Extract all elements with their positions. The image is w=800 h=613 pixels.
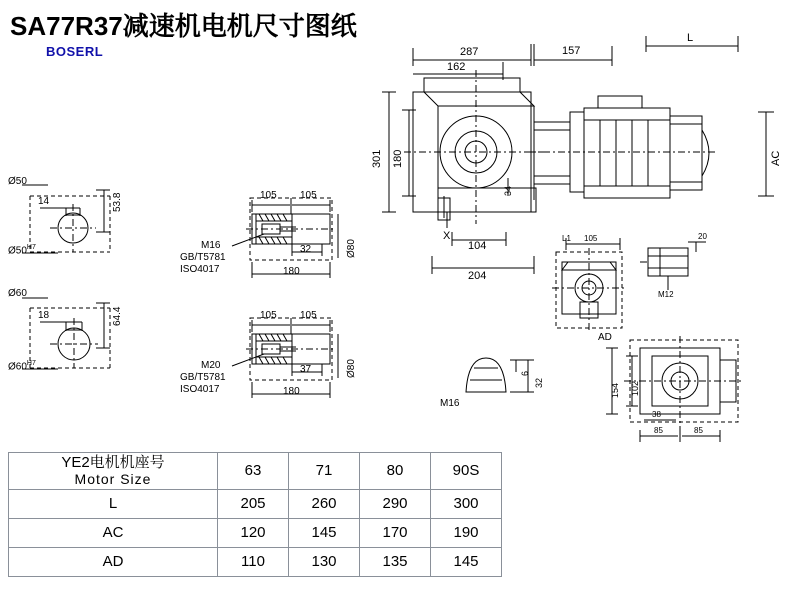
main-dim-162: 162 xyxy=(447,61,466,73)
table-cell: 170 xyxy=(360,518,431,547)
upper-detail-diameter: Ø80 xyxy=(346,239,357,258)
table-cell: 145 xyxy=(289,518,360,547)
table-cell: 260 xyxy=(289,489,360,518)
aux-label-AD: AD xyxy=(598,332,612,343)
table-row xyxy=(9,489,502,518)
main-dim-104: 104 xyxy=(468,240,487,252)
aux-dim-85-right: 85 xyxy=(694,426,703,435)
table-cell: 71 xyxy=(289,453,360,490)
shaft2-key-width-dim: 18 xyxy=(38,310,50,321)
table-cell: 300 xyxy=(431,489,502,518)
main-dim-L: L xyxy=(687,32,694,44)
table-cell: 90S xyxy=(431,453,502,490)
main-mark-X: X xyxy=(443,230,451,242)
bolt-detail-dim-6: 6 xyxy=(520,370,530,376)
aux-dim-102: 102 xyxy=(630,380,640,396)
table-cell: 110 xyxy=(218,547,289,576)
upper-detail-dim-right: 105 xyxy=(300,190,317,201)
main-dim-204: 204 xyxy=(468,270,487,282)
shaft1-bottom-dia-tol: H7 xyxy=(26,244,36,251)
bolt-detail-dim-32: 32 xyxy=(534,377,544,388)
upper-detail-standard-1: GB/T5781 xyxy=(180,252,226,263)
table-cell: 205 xyxy=(218,489,289,518)
table-cell: 135 xyxy=(360,547,431,576)
lower-detail-dim-left: 105 xyxy=(260,310,277,321)
aux-dim-154: 154 xyxy=(610,382,620,398)
main-dim-180: 180 xyxy=(392,149,404,168)
shaft2-height-dim: 64.4 xyxy=(112,306,123,326)
table-row xyxy=(9,453,502,490)
table-label-lat-0: Motor Size xyxy=(74,470,152,487)
lower-detail-standard-2: ISO4017 xyxy=(180,384,220,395)
table-row-label: L xyxy=(9,489,218,518)
upper-detail-standard-2: ISO4017 xyxy=(180,264,220,275)
table-cell: 190 xyxy=(431,518,502,547)
upper-detail-depth: 32 xyxy=(300,244,312,255)
upper-detail-thread: M16 xyxy=(201,240,221,251)
shaft2-bottom-dia-value: Ø60 xyxy=(8,361,27,373)
page-title: SA77R37减速机电机尺寸图纸 xyxy=(10,11,357,41)
table-row xyxy=(9,518,502,547)
shaft1-top-diameter-label: Ø50 xyxy=(8,176,27,187)
shaft1-key-width-dim: 14 xyxy=(38,196,50,207)
main-dim-34: 34 xyxy=(503,185,513,196)
aux-thread-M12: M12 xyxy=(658,290,674,299)
brand-logo: BOSERL xyxy=(46,44,104,59)
table-row-label xyxy=(9,453,218,490)
table-cell: 63 xyxy=(218,453,289,490)
upper-detail-dim-left: 105 xyxy=(260,190,277,201)
shaft1-bottom-diameter-label xyxy=(8,244,36,256)
table-cell: 145 xyxy=(431,547,502,576)
upper-detail-length: 180 xyxy=(283,266,300,277)
table-cell: 80 xyxy=(360,453,431,490)
shaft2-bottom-dia-tol: H7 xyxy=(26,360,36,367)
table-label-cjk-0: YE2电机机座号 xyxy=(61,454,165,471)
shaft2-bottom-diameter-label xyxy=(8,360,36,372)
main-dim-AC: AC xyxy=(770,150,782,166)
table-row-label: AD xyxy=(9,547,218,576)
table-row xyxy=(9,547,502,576)
shaft1-bottom-dia-value: Ø50 xyxy=(8,245,27,257)
aux-dim-85-left: 85 xyxy=(654,426,663,435)
motor-size-table xyxy=(8,452,502,577)
shaft2-top-diameter-label: Ø60 xyxy=(8,288,27,299)
lower-detail-dim-right: 105 xyxy=(300,310,317,321)
bolt-detail-M16: M16 xyxy=(440,398,460,409)
main-dim-301: 301 xyxy=(371,149,383,168)
lower-detail-thread: M20 xyxy=(201,360,221,371)
aux-dim-105: 105 xyxy=(584,234,598,243)
table-cell: 120 xyxy=(218,518,289,547)
shaft1-height-dim: 53.8 xyxy=(112,192,123,212)
aux-dim-20: 20 xyxy=(698,232,707,241)
table-row-label: AC xyxy=(9,518,218,547)
aux-label-L1: L1 xyxy=(562,234,571,243)
main-dim-157: 157 xyxy=(562,45,581,57)
lower-detail-length: 180 xyxy=(283,386,300,397)
main-dim-287: 287 xyxy=(460,46,479,58)
table-cell: 290 xyxy=(360,489,431,518)
lower-detail-depth: 37 xyxy=(300,364,312,375)
aux-dim-38: 38 xyxy=(652,410,661,419)
table-cell: 130 xyxy=(289,547,360,576)
lower-detail-diameter: Ø80 xyxy=(346,359,357,378)
lower-detail-standard-1: GB/T5781 xyxy=(180,372,226,383)
